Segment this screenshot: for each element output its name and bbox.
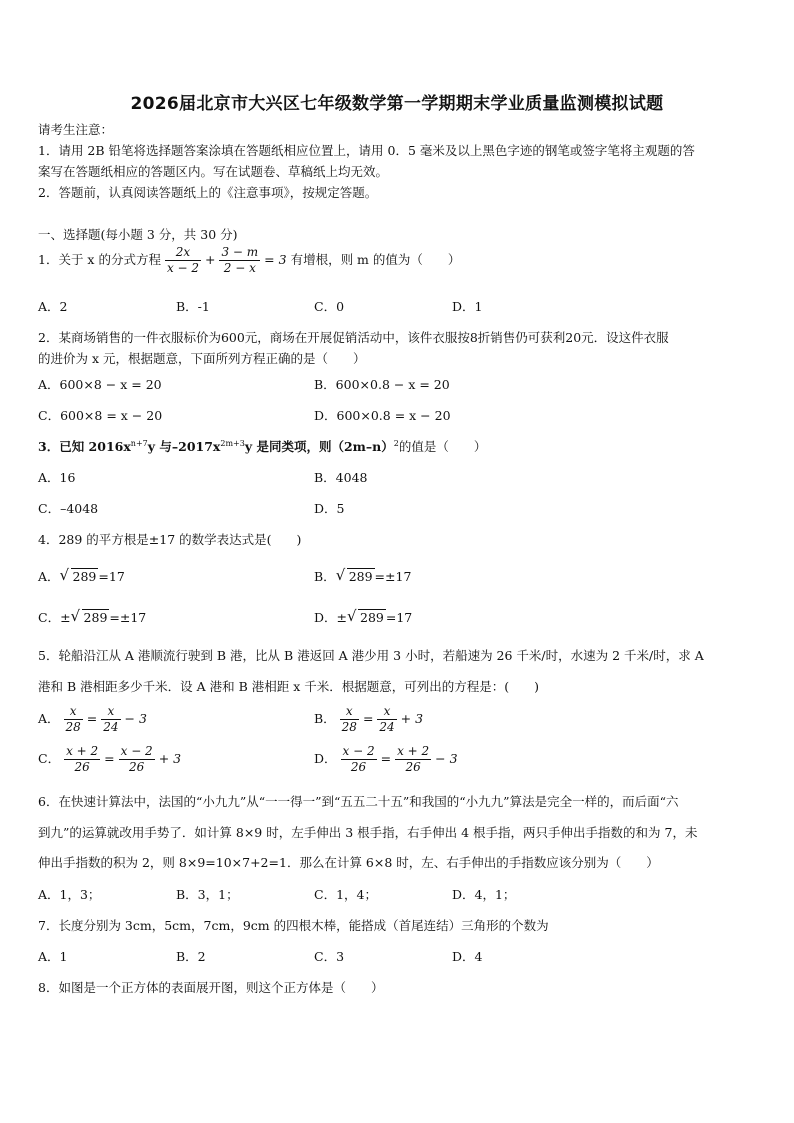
q1-option-d: D．1 <box>452 299 483 314</box>
q4-b-sqrt: √ 289 <box>335 566 373 584</box>
q1-option-c: C．0 <box>314 299 345 314</box>
page-title: 2026届北京市大兴区七年级数学第一学期期末学业质量监测模拟试题 <box>130 94 664 114</box>
question-5-line-1: 5．轮船沿江从 A 港顺流行驶到 B 港，比从 B 港返回 A 港少用 3 小时，若船速为 26 千米/时，水速为 2 千米/时，求 A <box>38 648 704 663</box>
q5-option-a: A． $\frac{x}{28}$ = $\frac{x}{24}$ − 3 <box>38 704 147 734</box>
q3-exponent-1: n+7 <box>130 438 148 448</box>
question-7-stem: 7．长度分别为 3cm，5cm，7cm，9cm 的四根木棒，能搭成（首尾连结）三角形的个数为 <box>38 918 549 933</box>
q3-exponent-2: 2m+3 <box>220 438 245 448</box>
q4-c-sqrt: √ 289 <box>70 607 108 625</box>
question-3-stem <box>38 437 486 455</box>
q5-option-d: D． $\frac{x - 2}{26}$ = $\frac{x + 2}{26}$ − 3 <box>314 744 458 774</box>
q1-fraction-2: $\frac{3 - m}{2 - x}$ <box>221 245 259 275</box>
q1-option-a: A．2 <box>38 299 68 314</box>
q2-option-c: C．600×8 = x − 20 <box>38 408 163 423</box>
q2-option-a: A．600×8 − x = 20 <box>38 377 162 392</box>
question-1-stem <box>38 245 460 276</box>
q6-option-d: D．4，1； <box>452 887 516 902</box>
q1-suffix: 有增根，则 m 的值为（ ） <box>290 252 461 267</box>
q7-option-a: A．1 <box>38 949 68 964</box>
question-8-stem: 8．如图是一个正方体的表面展开图，则这个正方体是（ ） <box>38 980 384 995</box>
question-6-line-3: 伸出手指数的积为 2，则 8×9=10×7+2=1．那么在计算 6×8 时，左、右手伸出的手指数应该分别为（ ） <box>38 855 659 870</box>
q3-exponent-3: 2 <box>393 438 399 448</box>
q4-option-b: B． √ 289 =±17 <box>314 566 412 584</box>
notice-item-1-line-2: 案写在答题纸相应的答题区内。写在试题卷、草稿纸上均无效。 <box>38 164 389 179</box>
q1-fraction-1: $\frac{2x}{x - 2}$ <box>166 245 200 275</box>
q3-option-a: A．16 <box>38 470 76 485</box>
notice-item-1-line-1: 1．请用 2B 铅笔将选择题答案涂填在答题纸相应位置上，请用 0．5 毫米及以上黑色字迹的钢笔或签字笔将主观题的答 <box>38 143 695 158</box>
question-6-line-2: 到九”的运算就改用手势了．如计算 8×9 时，左手伸出 3 根手指，右手伸出 4 根手指，两只手伸出手指数的和为 7，未 <box>38 825 698 840</box>
q7-option-b: B．2 <box>176 949 206 964</box>
q3-prefix: 3．已知 2016x <box>38 439 131 454</box>
q5-option-c: C． $\frac{x + 2}{26}$ = $\frac{x - 2}{26}$ + 3 <box>38 744 182 774</box>
q4-option-c: C．± √ 289 =±17 <box>38 607 147 625</box>
q3-option-c: C．–4048 <box>38 501 99 516</box>
q4-a-sqrt: √ 289 <box>59 566 97 584</box>
q5-option-b: B． $\frac{x}{28}$ = $\frac{x}{24}$ + 3 <box>314 704 424 734</box>
q6-option-c: C．1，4； <box>314 887 377 902</box>
q3-suffix: 的值是（ ） <box>398 439 487 454</box>
question-2-line-2: 的进价为 x 元，根据题意，下面所列方程正确的是（ ） <box>38 351 366 366</box>
q1-prefix: 1．关于 x 的分式方程 <box>38 252 161 267</box>
q4-option-d: D．± √ 289 =17 <box>314 607 413 625</box>
q2-option-b: B．600×0.8 − x = 20 <box>314 377 450 392</box>
q3-after: y 是同类项，则（2m–n） <box>244 439 394 454</box>
question-6-line-1: 6．在快速计算法中，法国的“小九九”从“一一得一”到“五五二十五”和我国的“小九九”算法是完全一样的，而后面“六 <box>38 794 679 809</box>
question-2-line-1: 2．某商场销售的一件衣服标价为600元，商场在开展促销活动中，该件衣服按8折销售仍可获利20元．设这件衣服 <box>38 330 669 345</box>
question-5-line-2: 港和 B 港相距多少千米．设 A 港和 B 港相距 x 千米．根据题意，可列出的方程是：( ) <box>38 679 539 694</box>
q4-option-a: A． √ 289 =17 <box>38 566 125 584</box>
q3-option-d: D．5 <box>314 501 345 516</box>
q3-middle: y 与–2017x <box>147 439 221 454</box>
notice-item-2: 2．答题前，认真阅读答题纸上的《注意事项》，按规定答题。 <box>38 185 378 200</box>
section-heading: 一、选择题(每小题 3 分，共 30 分) <box>38 227 238 242</box>
q1-option-b: B．-1 <box>176 299 210 314</box>
q7-option-c: C．3 <box>314 949 345 964</box>
q4-d-sqrt: √ 289 <box>347 607 384 625</box>
notice-heading: 请考生注意： <box>38 122 114 137</box>
q3-option-b: B．4048 <box>314 470 368 485</box>
question-4-stem: 4．289 的平方根是±17 的数学表达式是( ) <box>38 532 302 547</box>
q1-equals: = 3 <box>264 252 287 267</box>
q6-option-a: A．1，3； <box>38 887 101 902</box>
q1-plus: + <box>205 252 216 267</box>
q7-option-d: D．4 <box>452 949 483 964</box>
q6-option-b: B．3，1； <box>176 887 239 902</box>
q2-option-d: D．600×0.8 = x − 20 <box>314 408 451 423</box>
